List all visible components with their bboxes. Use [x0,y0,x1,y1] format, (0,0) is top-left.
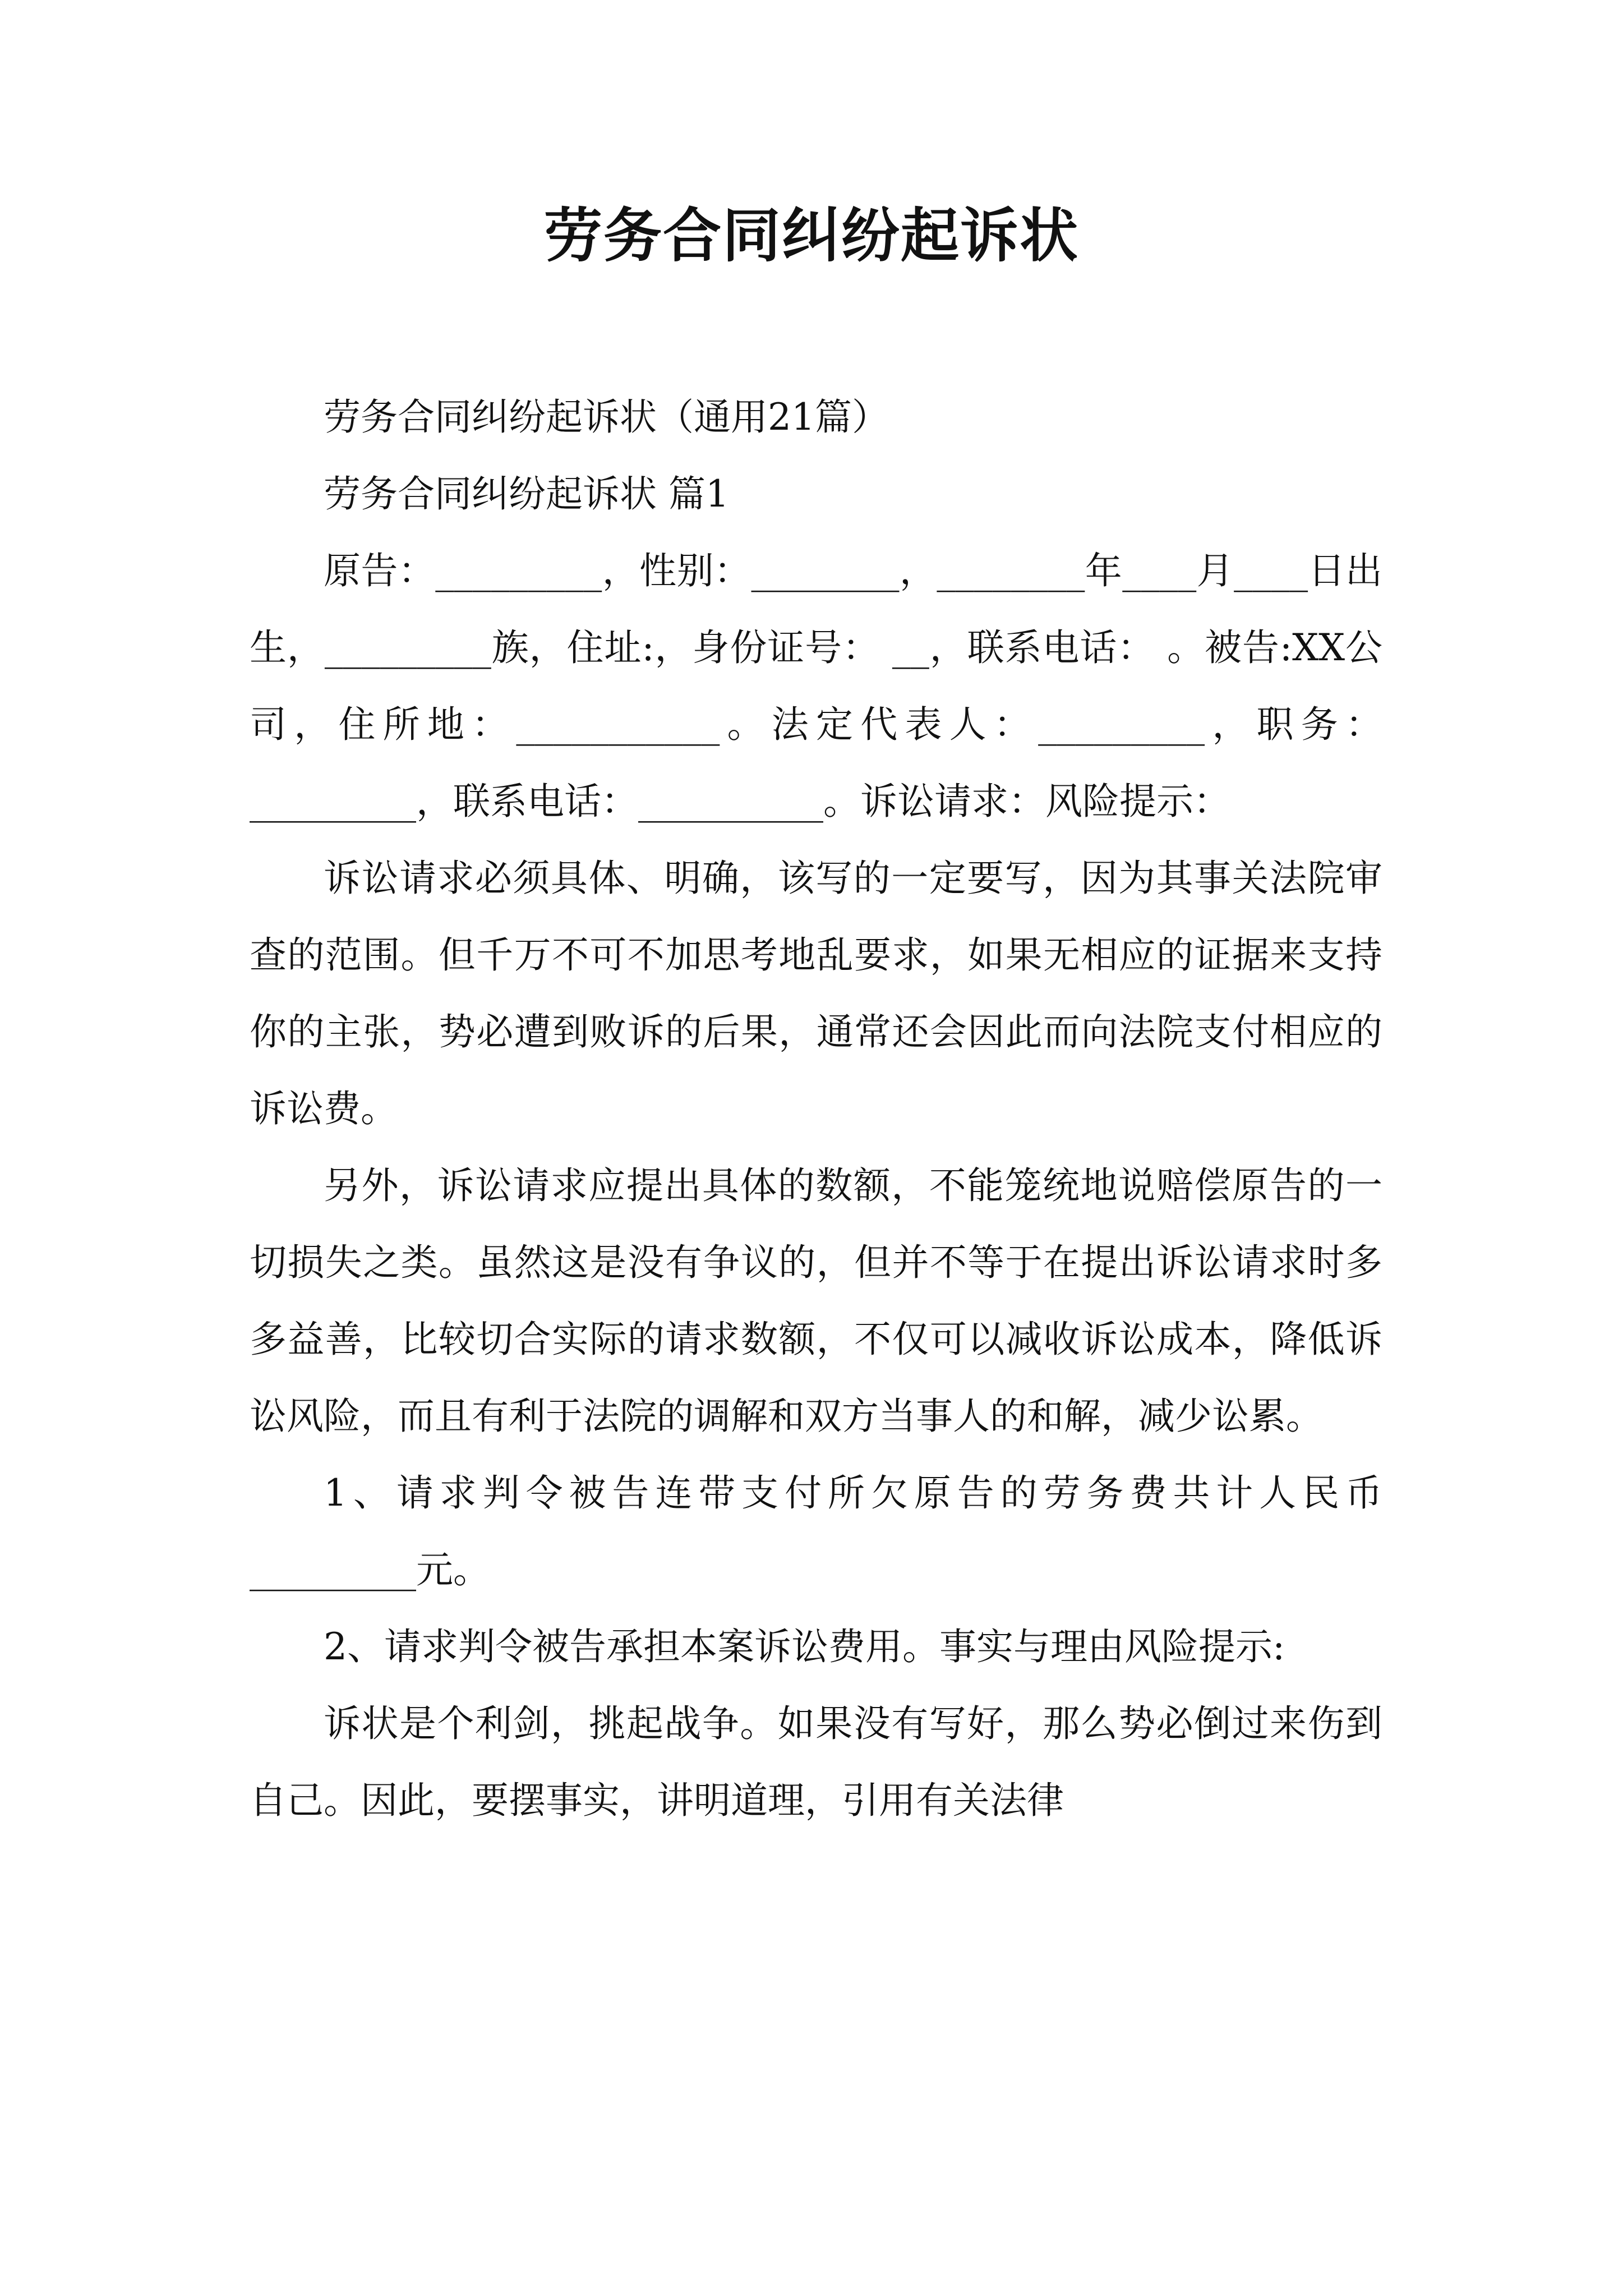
paragraph-section-heading: 劳务合同纠纷起诉状 篇1 [324,472,729,516]
paragraph-collection-title: 劳务合同纠纷起诉状（通用21篇） [324,395,889,439]
paragraph-facts-intro: 诉状是个利剑，挑起战争。如果没有写好，那么势必倒过来伤到自己。因此，要摆事实，讲明道理，引用有关法律 [250,1702,1382,1822]
paragraph-claim-risk-note: 诉讼请求必须具体、明确，该写的一定要写，因为其事关法院审查的范围。但千万不可不加思考地乱要求，如果无相应的证据来支持你的主张，势必遭到败诉的后果，通常还会因此而向法院支付相应的诉讼费。 [250,857,1382,1130]
paragraph-party-info: 原告：_________，性别：________，________年____月____日出生，_________族，住址:，身份证号： __，联系电话： 。被告:XX公司，住所地：___________。法定代表人：_________，职务：_________，联系电话：__________。诉讼请求：风险提示： [250,549,1382,823]
paragraph-claim-2: 2、请求判令被告承担本案诉讼费用。事实与理由风险提示: [324,1625,1285,1668]
paragraph-claim-1: 1、请求判令被告连带支付所欠原告的劳务费共计人民币_________元。 [250,1471,1382,1591]
paragraph-claim-amount-note: 另外，诉讼请求应提出具体的数额，不能笼统地说赔偿原告的一切损失之类。虽然这是没有争议的，但并不等于在提出诉讼请求时多多益善，比较切合实际的请求数额，不仅可以减收诉讼成本，降低诉讼风险，而且有利于法院的调解和双方当事人的和解，减少讼累。 [250,1164,1382,1438]
document-body [250,379,1382,1839]
document-title: 劳务合同纠纷起诉状 [543,201,1079,270]
